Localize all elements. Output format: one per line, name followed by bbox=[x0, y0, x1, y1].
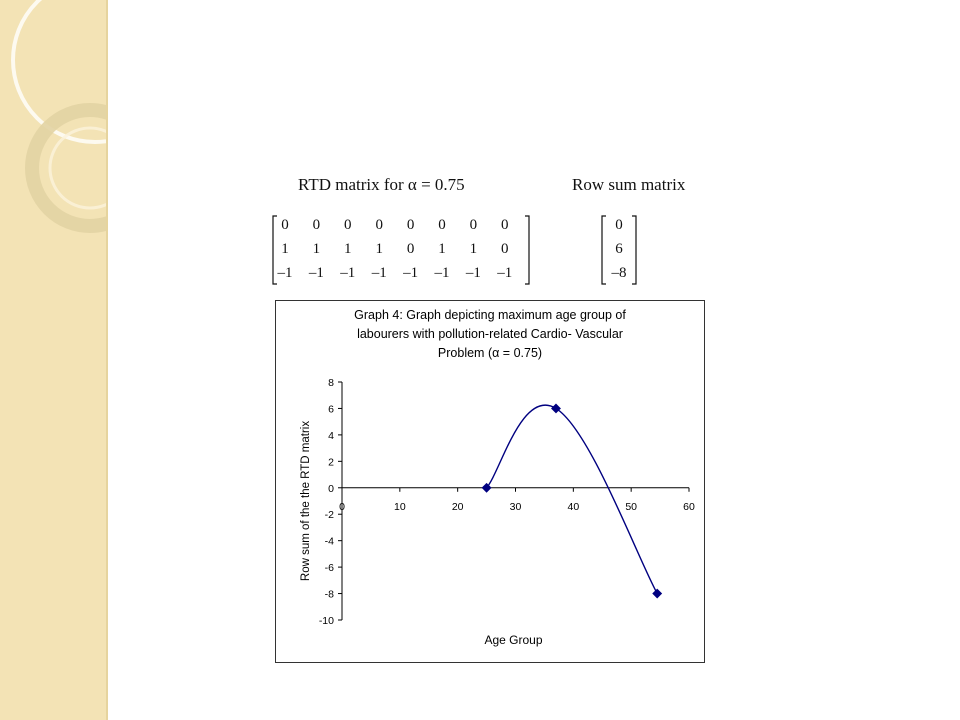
x-tick-label: 0 bbox=[339, 500, 345, 513]
x-tick-label: 60 bbox=[683, 500, 695, 513]
data-point-marker bbox=[551, 403, 561, 413]
rtd-matrix-cell: 1 bbox=[312, 241, 321, 257]
y-tick-label: -6 bbox=[324, 562, 334, 575]
rtd-matrix-cell: –1 bbox=[308, 265, 324, 281]
chart-title-line: labourers with pollution-related Cardio- Vascular bbox=[357, 327, 623, 341]
data-point-marker bbox=[652, 589, 662, 599]
rtd-matrix bbox=[272, 214, 530, 286]
x-tick-label: 10 bbox=[393, 500, 406, 513]
y-tick-label: -10 bbox=[318, 615, 334, 627]
rowsum-matrix-cell: 0 bbox=[615, 217, 623, 233]
rtd-matrix-cell: –1 bbox=[497, 265, 513, 281]
rtd-matrix-cell: 0 bbox=[312, 217, 321, 233]
rtd-matrix-cell: –1 bbox=[465, 265, 481, 281]
y-tick-label: 8 bbox=[328, 377, 334, 389]
rowsum-matrix-cell: –8 bbox=[611, 265, 627, 281]
rtd-matrix-cell: 1 bbox=[344, 241, 352, 257]
y-tick-label: -2 bbox=[324, 509, 334, 522]
rtd-matrix-cell: 0 bbox=[281, 217, 289, 233]
rtd-matrix-cell: –1 bbox=[277, 265, 293, 281]
rowsum-matrix bbox=[601, 214, 637, 286]
rtd-matrix-cell: 0 bbox=[469, 217, 478, 233]
rtd-matrix-cell: –1 bbox=[371, 265, 387, 281]
rtd-matrix-cell: 0 bbox=[375, 217, 383, 233]
rtd-matrix-cell: 1 bbox=[469, 241, 478, 257]
decorative-side-band bbox=[0, 0, 108, 720]
y-tick-label: 4 bbox=[328, 429, 334, 442]
rtd-matrix-cell: 0 bbox=[406, 217, 415, 233]
x-tick-label: 20 bbox=[451, 500, 464, 513]
x-tick-label: 50 bbox=[625, 500, 638, 513]
rtd-matrix-cell: –1 bbox=[340, 265, 356, 281]
rtd-matrix-cell: –1 bbox=[403, 265, 419, 281]
x-axis-label: Age Group bbox=[484, 633, 543, 647]
rtd-matrix-cell: 0 bbox=[501, 217, 509, 233]
x-tick-label: 40 bbox=[567, 500, 580, 513]
rtd-matrix-cell: 0 bbox=[344, 217, 352, 233]
rtd-matrix-caption: RTD matrix for α = 0.75 bbox=[298, 175, 465, 194]
x-tick-label: 30 bbox=[509, 500, 522, 513]
decorative-circles bbox=[0, 0, 106, 720]
rtd-matrix-cell: 0 bbox=[406, 241, 415, 257]
y-axis-label: Row sum of the the RTD matrix bbox=[300, 420, 312, 582]
rtd-matrix-cell: 0 bbox=[501, 241, 509, 257]
rtd-matrix-cell: 1 bbox=[281, 241, 289, 257]
y-tick-label: -8 bbox=[324, 588, 334, 601]
data-point-marker bbox=[482, 483, 492, 493]
chart-title-line: Graph 4: Graph depicting maximum age group of bbox=[354, 308, 626, 322]
rowsum-matrix-caption: Row sum matrix bbox=[572, 175, 686, 194]
rowsum-matrix-cell: 6 bbox=[615, 241, 623, 257]
chart-panel bbox=[275, 300, 705, 663]
line-chart bbox=[276, 301, 704, 662]
rtd-matrix-cell: –1 bbox=[434, 265, 450, 281]
chart-title-line: Problem (α = 0.75) bbox=[437, 346, 543, 360]
rtd-matrix-cell: 1 bbox=[375, 241, 383, 257]
y-tick-label: -4 bbox=[324, 535, 334, 548]
series-line bbox=[487, 405, 658, 593]
rtd-matrix-cell: 1 bbox=[438, 241, 446, 257]
rtd-matrix-cell: 0 bbox=[438, 217, 446, 233]
y-tick-label: 0 bbox=[328, 482, 334, 495]
y-tick-label: 6 bbox=[328, 403, 334, 416]
y-tick-label: 2 bbox=[328, 456, 334, 469]
